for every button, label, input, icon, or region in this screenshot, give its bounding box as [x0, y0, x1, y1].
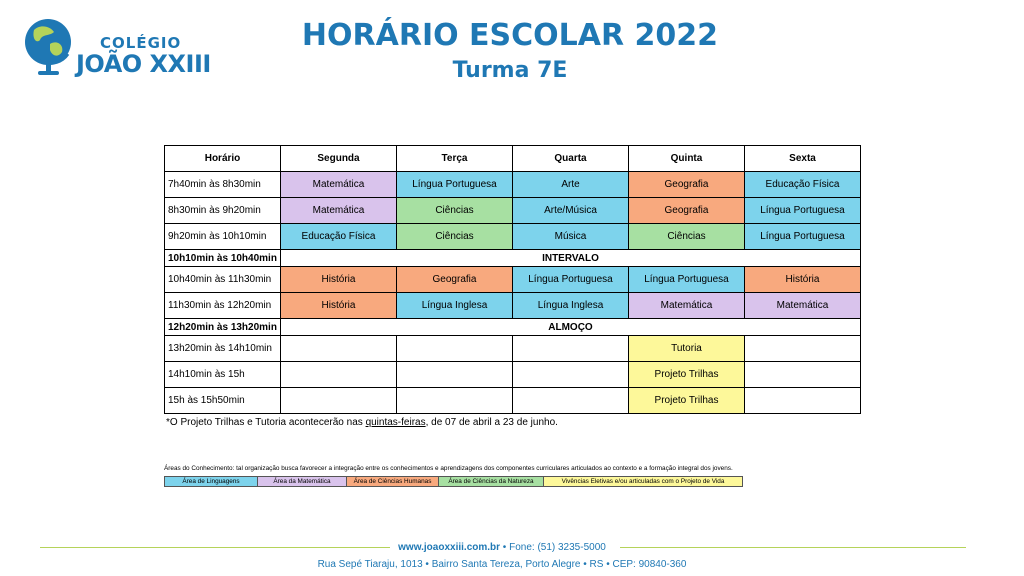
logo-text-joao: JOÃO XXIII	[76, 50, 211, 78]
table-header-row	[165, 146, 861, 172]
globe-icon	[20, 14, 80, 78]
subject-cell	[281, 336, 397, 362]
subject-cell: História	[281, 293, 397, 319]
subject-cell: Língua Inglesa	[513, 293, 629, 319]
schedule-note	[166, 417, 558, 428]
subject-cell: Língua Portuguesa	[745, 224, 861, 250]
subject-cell	[397, 336, 513, 362]
logo-text-colegio: COLÉGIO	[100, 34, 182, 52]
time-cell: 15h às 15h50min	[165, 388, 281, 414]
time-cell: 13h20min às 14h10min	[165, 336, 281, 362]
subject-cell	[745, 388, 861, 414]
subject-cell: Geografia	[629, 172, 745, 198]
subject-cell	[513, 388, 629, 414]
subject-cell: Projeto Trilhas	[629, 388, 745, 414]
header-sexta: Sexta	[745, 146, 861, 172]
subject-cell: Arte/Música	[513, 198, 629, 224]
subject-cell: Matemática	[281, 172, 397, 198]
subject-cell	[281, 362, 397, 388]
legend-matematica: Área da Matemática	[257, 476, 347, 487]
time-cell: 8h30min às 9h20min	[165, 198, 281, 224]
header-horario: Horário	[165, 146, 281, 172]
time-cell: 12h20min às 13h20min	[165, 319, 281, 336]
schedule-table	[164, 145, 861, 414]
time-cell: 10h40min às 11h30min	[165, 267, 281, 293]
legend-linguagens: Área de Linguagens	[164, 476, 258, 487]
subject-cell	[745, 362, 861, 388]
footer-contact	[0, 542, 1004, 553]
time-cell: 10h10min às 10h40min	[165, 250, 281, 267]
header-terca: Terça	[397, 146, 513, 172]
time-cell: 7h40min às 8h30min	[165, 172, 281, 198]
time-cell: 9h20min às 10h10min	[165, 224, 281, 250]
subject-cell: Arte	[513, 172, 629, 198]
subject-cell: Língua Portuguesa	[513, 267, 629, 293]
table-row	[165, 224, 861, 250]
subject-cell: Língua Inglesa	[397, 293, 513, 319]
time-cell: 14h10min às 15h	[165, 362, 281, 388]
subject-cell: Matemática	[629, 293, 745, 319]
header-quinta: Quinta	[629, 146, 745, 172]
subject-cell	[281, 388, 397, 414]
areas-description: Áreas do Conhecimento: tal organização busca favorecer a integração entre os conhecimentos e aprendizagens dos componentes curriculares articulados ao contexto e a formação integral dos jovens.	[164, 465, 733, 472]
subject-cell: Matemática	[281, 198, 397, 224]
school-logo	[20, 14, 220, 78]
break-row	[165, 250, 861, 267]
break-label: INTERVALO	[281, 250, 861, 267]
subject-cell: Ciências	[397, 198, 513, 224]
subject-cell: Língua Portuguesa	[629, 267, 745, 293]
table-row	[165, 388, 861, 414]
footer-phone: • Fone: (51) 3235-5000	[500, 542, 606, 553]
subject-cell	[513, 362, 629, 388]
subject-cell: Tutoria	[629, 336, 745, 362]
footer-website-link[interactable]: www.joaoxxiii.com.br	[398, 542, 501, 553]
legend-humanas: Área de Ciências Humanas	[346, 476, 439, 487]
legend-natureza: Área de Ciências da Natureza	[438, 476, 544, 487]
table-row	[165, 267, 861, 293]
break-label: ALMOÇO	[281, 319, 861, 336]
time-cell: 11h30min às 12h20min	[165, 293, 281, 319]
note-text-after: , de 07 de abril a 23 de junho.	[425, 417, 558, 428]
subject-cell: Educação Física	[281, 224, 397, 250]
areas-legend	[164, 476, 742, 487]
break-row	[165, 319, 861, 336]
table-row	[165, 198, 861, 224]
subject-cell: História	[281, 267, 397, 293]
note-text-before: *O Projeto Trilhas e Tutoria acontecerão nas	[166, 417, 366, 428]
subject-cell: Geografia	[397, 267, 513, 293]
subject-cell: Música	[513, 224, 629, 250]
subject-cell: Ciências	[397, 224, 513, 250]
subject-cell: História	[745, 267, 861, 293]
subject-cell: Língua Portuguesa	[745, 198, 861, 224]
subject-cell	[513, 336, 629, 362]
subject-cell: Matemática	[745, 293, 861, 319]
subject-cell: Projeto Trilhas	[629, 362, 745, 388]
footer-address: Rua Sepé Tiaraju, 1013 • Bairro Santa Tereza, Porto Alegre • RS • CEP: 90840-360	[317, 559, 687, 570]
subject-cell	[745, 336, 861, 362]
table-row	[165, 172, 861, 198]
subject-cell: Ciências	[629, 224, 745, 250]
table-row	[165, 293, 861, 319]
legend-vivencias: Vivências Eletivas e/ou articuladas com o Projeto de Vida	[543, 476, 743, 487]
note-underlined-day: quintas-feiras	[365, 417, 426, 428]
header-quarta: Quarta	[513, 146, 629, 172]
table-row	[165, 362, 861, 388]
schedule-body	[165, 172, 861, 414]
subject-cell	[397, 388, 513, 414]
page-subtitle: Turma 7E	[452, 58, 568, 83]
table-row	[165, 336, 861, 362]
page-title: HORÁRIO ESCOLAR 2022	[301, 18, 719, 53]
subject-cell: Educação Física	[745, 172, 861, 198]
subject-cell	[397, 362, 513, 388]
subject-cell: Língua Portuguesa	[397, 172, 513, 198]
header-segunda: Segunda	[281, 146, 397, 172]
subject-cell: Geografia	[629, 198, 745, 224]
